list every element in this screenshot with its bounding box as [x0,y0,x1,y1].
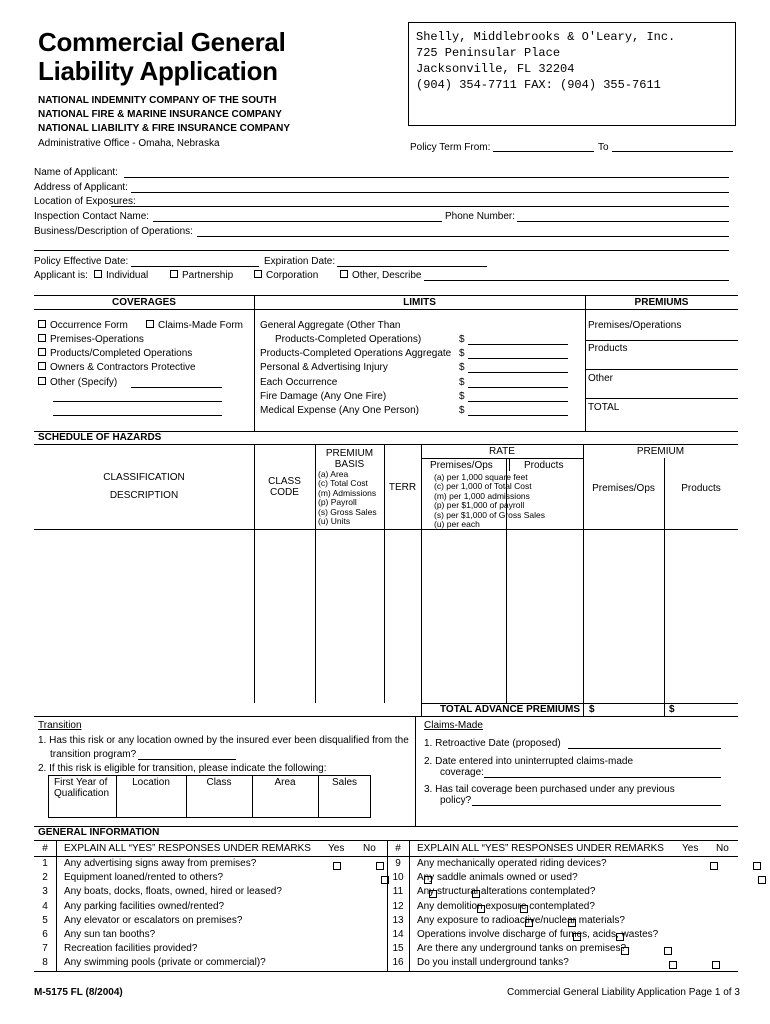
expiration-date-field[interactable] [337,266,487,267]
checkbox-icon[interactable] [170,270,178,278]
transition-col: Location [132,777,170,788]
question-number: 16 [392,957,404,968]
inspection-contact-label: Inspection Contact Name: [34,211,150,222]
no-checkbox-icon[interactable] [376,862,384,870]
question-number: 6 [42,929,48,940]
general-hash-header: # [42,843,48,854]
dollar-sign: $ [459,348,465,359]
premiums-header: PREMIUMS [634,297,689,308]
limit-label: General Aggregate (Other Than [260,320,401,331]
general-hash-header: # [395,843,401,854]
policy-term-from-field[interactable] [493,151,594,152]
dollar-sign: $ [459,377,465,388]
coverage-item[interactable]: Other (Specify) [38,377,117,388]
transition-q1: 1. Has this risk or any location owned by the insured ever been disqualified from the [38,735,409,746]
rate-header: RATE [489,446,515,457]
location-field[interactable] [111,206,729,207]
limit-field[interactable] [468,401,568,402]
policy-term-from-label: Policy Term From: [410,142,491,153]
question-number: 13 [392,915,404,926]
effective-date-label: Policy Effective Date: [34,256,129,267]
coverages-header: COVERAGES [112,297,176,308]
divider [34,529,738,530]
dollar-sign: $ [589,704,595,715]
question-text: Do you install underground tanks? [417,957,569,968]
other-specify-field[interactable] [131,387,222,388]
divider [34,856,738,857]
premium-basis-header: PREMIUM BASIS [325,448,374,470]
coverage-item[interactable]: Owners & Contractors Protective [38,362,196,373]
question-text: Any exposure to radioactive/nuclear materials? [417,915,625,926]
transition-title: Transition [38,720,82,731]
general-yes-header: Yes [682,843,699,854]
expiration-date-label: Expiration Date: [264,256,336,267]
hazards-title: SCHEDULE OF HAZARDS [38,432,162,443]
question-text: Recreation facilities provided? [64,943,198,954]
divider [421,458,583,459]
transition-col: Sales [331,777,357,788]
question-number: 10 [392,872,404,883]
claims-made-q3b: policy? [440,795,472,806]
divider [34,971,738,972]
retroactive-date-field[interactable] [568,748,721,749]
general-explain-header: EXPLAIN ALL “YES” RESPONSES UNDER REMARKS [417,843,664,854]
partnership-option[interactable]: Partnership [170,270,233,281]
general-no-header: No [716,843,729,854]
question-text: Any parking facilities owned/rented? [64,901,225,912]
checkbox-icon[interactable] [38,320,46,328]
corporation-option[interactable]: Corporation [254,270,318,281]
business-field-2[interactable] [34,250,729,251]
limit-field[interactable] [468,387,568,388]
claims-made-option[interactable]: Claims-Made Form [146,320,243,331]
question-text: Any structural alterations contemplated? [417,886,596,897]
transition-col: Area [274,777,296,788]
checkbox-icon[interactable] [340,270,348,278]
rate-premises-header: Premises/Ops [430,460,493,471]
premium-premises-header: Premises/Ops [592,483,655,494]
transition-q2: 2. If this risk is eligible for transition, please indicate the following: [38,763,327,774]
divider [254,295,255,431]
checkbox-icon[interactable] [38,362,46,370]
divider [585,295,586,431]
no-checkbox-icon[interactable] [664,947,672,955]
policy-term-to-label: To [598,142,609,153]
question-text: Any sun tan booths? [64,929,156,940]
dollar-sign: $ [459,405,465,416]
divider [56,840,57,971]
checkbox-icon[interactable] [94,270,102,278]
agent-box: Shelly, Middlebrooks & O'Leary, Inc. 725 Peninsular Place Jacksonville, FL 32204 (904) 354-7711 FAX: (904) 355-7611 [408,22,736,126]
company-name: NATIONAL LIABILITY & FIRE INSURANCE COMPANY [38,123,291,134]
divider [34,309,738,310]
form-title: Commercial General Liability Application [38,27,286,86]
policy-term-to-field[interactable] [612,151,733,152]
limit-label: Products-Completed Operations Aggregate [260,348,452,359]
question-text: Any saddle animals owned or used? [417,872,578,883]
question-text: Any demolition exposure contemplated? [417,901,595,912]
other-describe-field[interactable] [424,280,729,281]
claims-made-q3: 3. Has tail coverage been purchased under any previous [424,784,675,795]
question-number: 7 [42,943,48,954]
classification-header: CLASSIFICATION [103,472,185,483]
inspection-contact-field[interactable] [153,221,442,222]
total-advance-label: TOTAL ADVANCE PREMIUMS [440,704,581,715]
question-text: Are there any underground tanks on premises? [417,943,627,954]
other-specify-field-3[interactable] [53,415,222,416]
description-header: DESCRIPTION [109,490,179,501]
question-number: 3 [42,886,48,897]
question-number: 8 [42,957,48,968]
question-text: Any elevator or escalators on premises? [64,915,243,926]
transition-col: Class [206,777,232,788]
divider [585,340,738,341]
yes-checkbox-icon[interactable] [710,862,718,870]
question-number: 11 [392,886,404,897]
divider [34,444,738,445]
general-no-header: No [363,843,376,854]
coverage-date-field[interactable] [484,777,721,778]
applicant-name-field[interactable] [124,177,729,178]
effective-date-field[interactable] [131,266,259,267]
question-number: 2 [42,872,48,883]
transition-col: First Year of Qualification [54,777,110,799]
limit-field[interactable] [468,372,568,373]
limit-label: Medical Expense (Any One Person) [260,405,419,416]
dollar-sign: $ [459,362,465,373]
limit-field[interactable] [468,415,568,416]
tail-coverage-field[interactable] [472,805,721,806]
premium-label: Premises/Operations [588,320,682,331]
question-number: 9 [395,858,401,869]
checkbox-icon[interactable] [38,334,46,342]
other-option[interactable]: Other, Describe [340,270,421,281]
general-yes-header: Yes [328,843,345,854]
premium-basis-list: (a) Area (c) Total Cost (m) Admissions (p) Payroll (s) Gross Sales (u) Units [318,469,377,527]
limit-label: Products-Completed Operations) [275,334,422,345]
question-text: Any swimming pools (private or commercial)? [64,957,266,968]
divider [585,369,738,370]
claims-made-q2b: coverage: [440,767,484,778]
limit-label: Fire Damage (Any One Fire) [260,391,387,402]
question-text: Operations involve discharge of fumes, acids, wastes? [417,929,659,940]
applicant-address-field[interactable] [131,192,729,193]
divider [315,444,316,703]
question-number: 15 [392,943,404,954]
company-name: NATIONAL FIRE & MARINE INSURANCE COMPANY [38,109,282,120]
limit-field[interactable] [468,358,568,359]
other-specify-field-2[interactable] [53,401,222,402]
divider [509,459,510,471]
limit-label: Each Occurrence [260,377,338,388]
checkbox-icon[interactable] [38,348,46,356]
claims-made-title: Claims-Made [424,720,483,731]
question-text: Any boats, docks, floats, owned, hired or leased? [64,886,282,897]
admin-office: Administrative Office - Omaha, Nebraska [38,138,220,149]
premium-label: Other [588,373,614,384]
rate-products-header: Products [524,460,564,471]
occurrence-option[interactable]: Occurrence Form [38,320,128,331]
question-number: 5 [42,915,48,926]
question-number: 12 [392,901,404,912]
limit-field[interactable] [468,344,568,345]
applicant-address-label: Address of Applicant: [34,182,128,193]
divider [421,444,422,716]
checkbox-icon[interactable] [254,270,262,278]
dollar-sign: $ [459,334,465,345]
page-number: Commercial General Liability Application Page 1 of 3 [507,987,740,998]
divider [409,840,410,971]
question-text: Any advertising signs away from premises? [64,858,257,869]
checkbox-icon[interactable] [146,320,154,328]
premium-label: Products [588,343,628,354]
divider [585,398,738,399]
divider [34,716,738,717]
question-text: Any mechanically operated riding devices? [417,858,607,869]
applicant-is-label: Applicant is: [34,270,88,281]
limit-label: Personal & Advertising Injury [260,362,388,373]
class-code-header: CLASS CODE [268,476,301,498]
question-number: 4 [42,901,48,912]
location-label: Location of Exposures: [34,196,136,207]
question-number: 14 [392,929,404,940]
divider [415,716,416,826]
question-number: 1 [42,858,48,869]
rate-basis-list: (a) per 1,000 square feet (c) per 1,000 of Total Cost (m) per 1,000 admissions (p) per $1,000 of payroll (s) per $1,000 of Gross Sales (u) per each [434,472,546,530]
dollar-sign: $ [669,704,675,715]
premium-header: PREMIUM [636,446,685,457]
question-text: Equipment loaned/rented to others? [64,872,223,883]
business-field[interactable] [197,236,729,237]
terr-header: TERR [388,482,417,493]
general-title: GENERAL INFORMATION [38,827,160,838]
claims-made-q2: 2. Date entered into uninterrupted claims-made [424,756,634,767]
transition-q1b: transition program? [50,749,137,760]
form-id: M-5175 FL (8/2004) [34,987,123,998]
coverage-item[interactable]: Premises-Operations [38,334,144,345]
coverage-item[interactable]: Products/Completed Operations [38,348,192,359]
transition-q1-field[interactable] [138,759,236,760]
premium-total-label: TOTAL [588,402,620,413]
individual-option[interactable]: Individual [94,270,148,281]
claims-made-q1: 1. Retroactive Date (proposed) [424,738,561,749]
limits-header: LIMITS [403,297,436,308]
general-explain-header: EXPLAIN ALL “YES” RESPONSES UNDER REMARKS [64,843,311,854]
divider [34,295,738,296]
checkbox-icon[interactable] [38,377,46,385]
no-checkbox-icon[interactable] [712,961,720,969]
yes-checkbox-icon[interactable] [669,961,677,969]
phone-field[interactable] [517,221,729,222]
premium-products-header: Products [681,483,721,494]
no-checkbox-icon[interactable] [753,862,761,870]
yes-checkbox-icon[interactable] [758,876,766,884]
phone-label: Phone Number: [445,211,516,222]
divider [34,840,738,841]
dollar-sign: $ [459,391,465,402]
applicant-name-label: Name of Applicant: [34,167,118,178]
divider [664,458,665,716]
yes-checkbox-icon[interactable] [333,862,341,870]
business-label: Business/Description of Operations: [34,226,193,237]
company-name: NATIONAL INDEMNITY COMPANY OF THE SOUTH [38,95,277,106]
